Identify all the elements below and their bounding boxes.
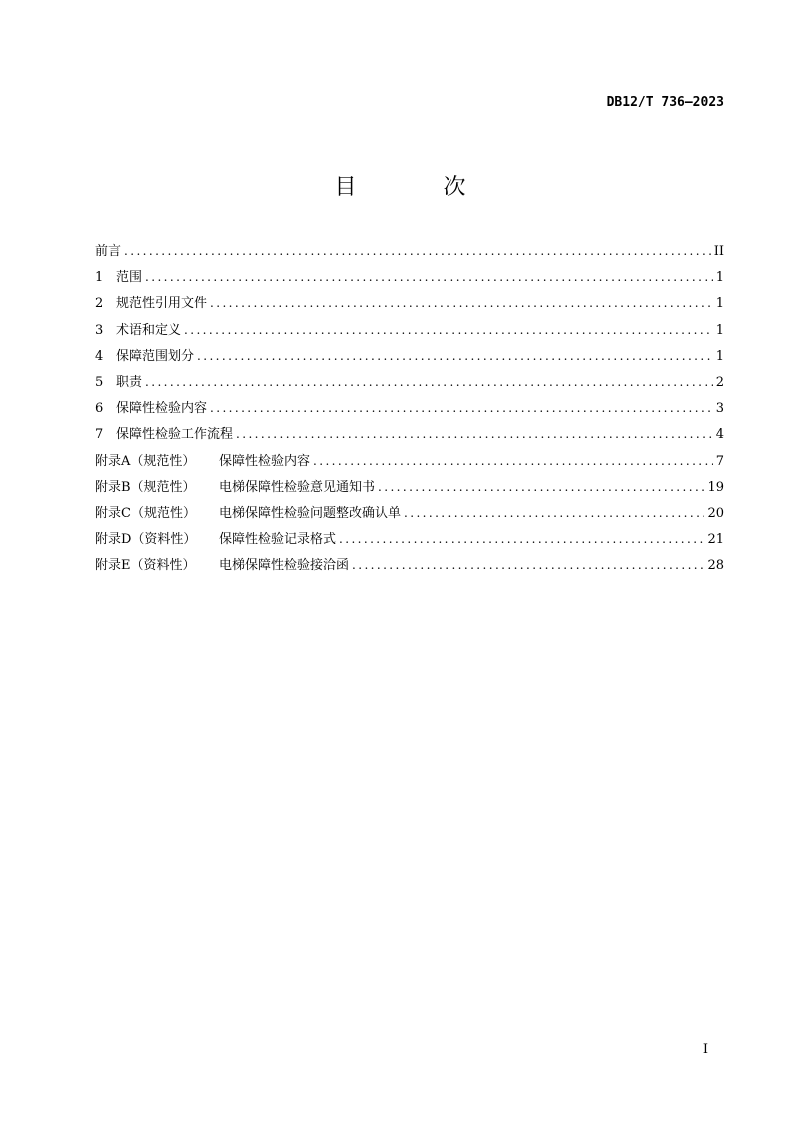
toc-entry-annex-b[interactable] — [95, 477, 724, 503]
toc-leader-dots — [236, 424, 713, 444]
toc-entry-label: 保障性检验内容 — [116, 401, 208, 417]
toc-entry-label: 保障性检验工作流程 — [116, 427, 234, 443]
toc-entry-annex-a[interactable] — [95, 451, 724, 477]
toc-entry-label: 规范性引用文件 — [116, 296, 208, 312]
toc-annex-prefix: 附录A（规范性） — [95, 453, 196, 469]
toc-entry-preface[interactable] — [95, 241, 724, 267]
toc-entry-number: 3 — [95, 322, 104, 338]
toc-entry-label: 保障范围划分 — [116, 348, 195, 364]
toc-entry-page: 1 — [715, 322, 724, 338]
toc-entry-5[interactable] — [95, 372, 724, 398]
toc-entry-page: 1 — [715, 296, 724, 312]
toc-entry-number: 5 — [95, 374, 104, 390]
table-of-contents — [95, 241, 724, 581]
toc-leader-dots — [313, 451, 713, 471]
toc-entry-label: 电梯保障性检验意见通知书 — [219, 479, 376, 495]
toc-entry-page: 2 — [715, 374, 724, 390]
toc-leader-dots — [404, 503, 704, 523]
toc-leader-dots — [145, 372, 713, 392]
toc-entry-number: 6 — [95, 401, 104, 417]
toc-entry-page: 28 — [707, 558, 724, 574]
toc-leader-dots — [210, 398, 713, 418]
toc-entry-number: 4 — [95, 348, 104, 364]
toc-entry-label: 电梯保障性检验接洽函 — [219, 558, 350, 574]
toc-entry-label: 保障性检验内容 — [219, 453, 311, 469]
toc-entry-7[interactable] — [95, 424, 724, 450]
document-code: DB12/T 736—2023 — [606, 95, 724, 110]
toc-entry-2[interactable] — [95, 293, 724, 319]
toc-entry-page: 20 — [707, 505, 724, 521]
toc-entry-3[interactable] — [95, 320, 724, 346]
toc-entry-label: 保障性检验记录格式 — [219, 532, 337, 548]
toc-entry-page: 7 — [715, 453, 724, 469]
toc-entry-annex-c[interactable] — [95, 503, 724, 529]
toc-entry-annex-e[interactable] — [95, 555, 724, 581]
toc-entry-number: 1 — [95, 270, 104, 286]
toc-entry-6[interactable] — [95, 398, 724, 424]
toc-leader-dots — [339, 529, 704, 549]
toc-leader-dots — [184, 320, 713, 340]
toc-leader-dots — [378, 477, 704, 497]
toc-entry-label: 电梯保障性检验问题整改确认单 — [219, 505, 402, 521]
toc-annex-prefix: 附录B（规范性） — [95, 479, 196, 495]
toc-entry-number: 2 — [95, 296, 104, 312]
toc-entry-label: 职责 — [116, 374, 143, 390]
toc-annex-prefix: 附录C（规范性） — [95, 505, 196, 521]
toc-leader-dots — [210, 293, 713, 313]
toc-entry-page: 3 — [715, 401, 724, 417]
toc-entry-page: 1 — [715, 348, 724, 364]
toc-entry-page: 4 — [715, 427, 724, 443]
toc-leader-dots — [197, 346, 713, 366]
toc-entry-page: 21 — [707, 532, 724, 548]
toc-annex-prefix: 附录D（资料性） — [95, 532, 197, 548]
page-number: I — [702, 1042, 708, 1057]
toc-entry-label: 范围 — [116, 270, 143, 286]
toc-leader-dots — [352, 555, 704, 575]
toc-entry-1[interactable] — [95, 267, 724, 293]
toc-entry-label: 术语和定义 — [116, 322, 182, 338]
toc-entry-annex-d[interactable] — [95, 529, 724, 555]
toc-entry-page: 1 — [715, 270, 724, 286]
toc-title: 目 次 — [334, 175, 506, 200]
toc-entry-4[interactable] — [95, 346, 724, 372]
toc-leader-dots — [124, 241, 711, 261]
toc-entry-page: 19 — [707, 479, 724, 495]
toc-entry-page: II — [713, 244, 724, 259]
toc-entry-number: 7 — [95, 427, 104, 443]
toc-entry-label: 前言 — [95, 244, 122, 259]
toc-leader-dots — [145, 267, 713, 287]
toc-annex-prefix: 附录E（资料性） — [95, 558, 196, 574]
